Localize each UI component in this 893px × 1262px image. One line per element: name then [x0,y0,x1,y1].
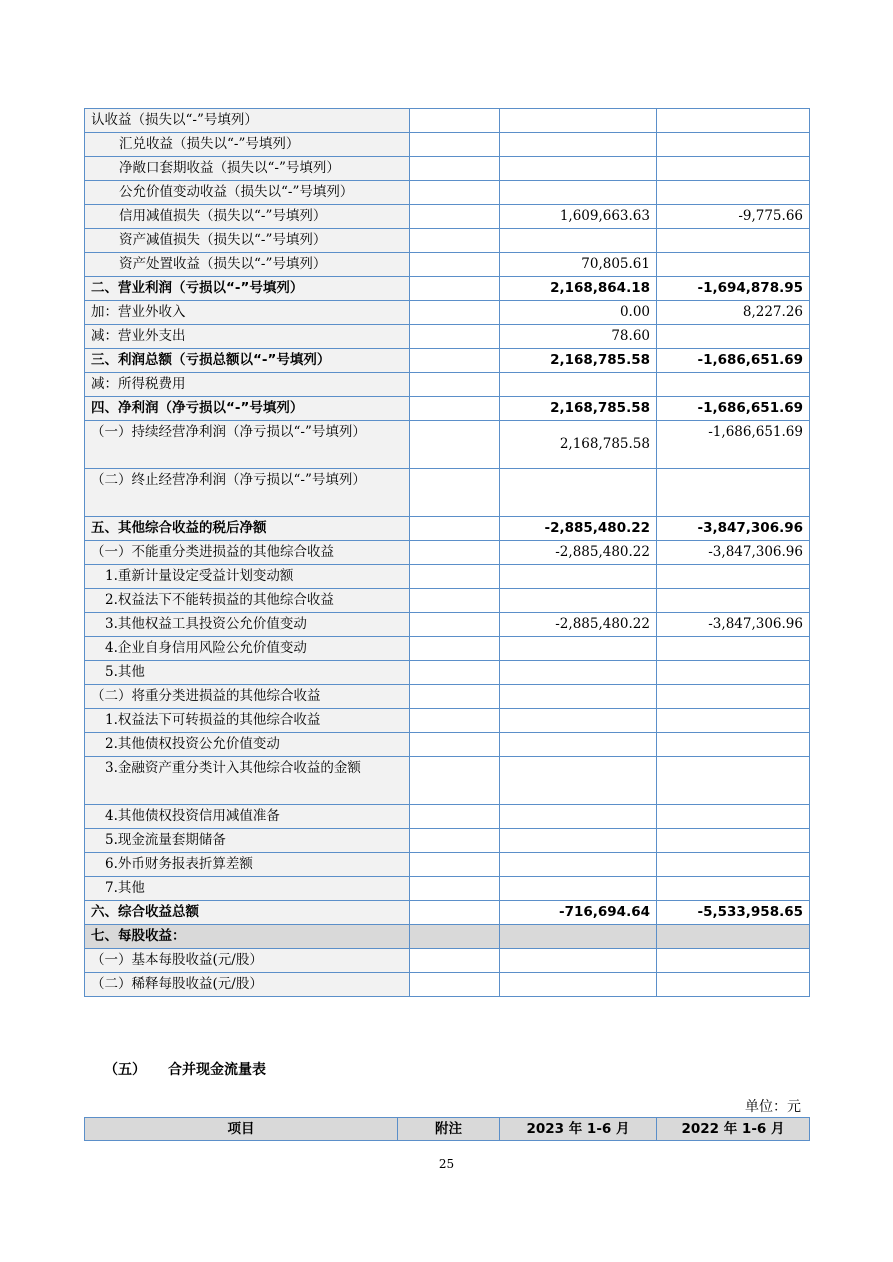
value-2022: -3,847,306.96 [657,613,810,637]
value-2022 [657,853,810,877]
value-2023: 2,168,785.58 [500,349,657,373]
note-cell [410,829,500,853]
row-label: 3.其他权益工具投资公允价值变动 [85,613,410,637]
table-row [85,925,810,949]
note-cell [410,589,500,613]
row-label: 净敞口套期收益（损失以“-”号填列） [85,157,410,181]
note-cell [410,469,500,517]
income-statement-table [84,108,810,997]
value-2022 [657,229,810,253]
value-2023: 78.60 [500,325,657,349]
row-label: 三、利润总额（亏损总额以“-”号填列） [85,349,410,373]
note-cell [410,877,500,901]
unit-label: 单位：元 [745,1099,801,1115]
header-item: 项目 [85,1118,398,1141]
note-cell [410,277,500,301]
note-cell [410,757,500,805]
value-2022: -3,847,306.96 [657,541,810,565]
table-row [85,421,810,469]
table-row [85,901,810,925]
note-cell [410,109,500,133]
table-row [85,661,810,685]
row-label: 资产处置收益（损失以“-”号填列） [85,253,410,277]
row-label: 五、其他综合收益的税后净额 [85,517,410,541]
row-label: 4.其他债权投资信用减值准备 [85,805,410,829]
value-2022: -3,847,306.96 [657,517,810,541]
table-row [85,205,810,229]
value-2022: 8,227.26 [657,301,810,325]
table-row [85,757,810,805]
note-cell [410,541,500,565]
value-2022: -1,694,878.95 [657,277,810,301]
value-2023 [500,925,657,949]
value-2023 [500,637,657,661]
table-row [85,301,810,325]
value-2022 [657,709,810,733]
row-label: （二）稀释每股收益(元/股） [85,973,410,997]
row-label: 汇兑收益（损失以“-”号填列） [85,133,410,157]
note-cell [410,253,500,277]
row-label-text: 3.金融资产重分类计入其他综合收益的金额 [105,760,361,776]
note-cell [410,805,500,829]
value-2022 [657,253,810,277]
page-number: 25 [438,1157,455,1171]
table-row [85,613,810,637]
value-2023 [500,373,657,397]
table-row [85,541,810,565]
row-label: （二）将重分类进损益的其他综合收益 [85,685,410,709]
value-2022: -1,686,651.69 [657,397,810,421]
value-2022 [657,157,810,181]
table-row [85,805,810,829]
table-row [85,709,810,733]
row-label: 四、净利润（净亏损以“-”号填列） [85,397,410,421]
note-cell [410,973,500,997]
row-label: 认收益（损失以“-”号填列） [85,109,410,133]
header-2022: 2022 年 1-6 月 [657,1118,810,1141]
row-label [85,757,410,805]
note-cell [410,853,500,877]
value-2023 [500,685,657,709]
table-row [85,277,810,301]
row-label: 信用减值损失（损失以“-”号填列） [85,205,410,229]
row-label: 二、营业利润（亏损以“-”号填列） [85,277,410,301]
row-label: 1.权益法下可转损益的其他综合收益 [85,709,410,733]
value-2022 [657,877,810,901]
value-2022 [657,637,810,661]
section-heading [104,1059,266,1079]
section-number: （五） [104,1062,146,1078]
value-2023: 1,609,663.63 [500,205,657,229]
row-label: 七、每股收益： [85,925,410,949]
table-row [85,229,810,253]
table-row [85,853,810,877]
value-2023: 70,805.61 [500,253,657,277]
value-2022 [657,109,810,133]
row-label: 减：营业外支出 [85,325,410,349]
note-cell [410,925,500,949]
value-2022 [657,685,810,709]
row-label: 5.现金流量套期储备 [85,829,410,853]
value-2023: 2,168,864.18 [500,277,657,301]
header-2023: 2023 年 1-6 月 [500,1118,657,1141]
table-row [85,469,810,517]
table-row [85,325,810,349]
note-cell [410,685,500,709]
value-2022 [657,757,810,805]
value-2023: -2,885,480.22 [500,517,657,541]
value-2023 [500,829,657,853]
table-row [85,733,810,757]
note-cell [410,565,500,589]
value-2022: -1,686,651.69 [657,349,810,373]
value-2023 [500,109,657,133]
note-cell [410,949,500,973]
section-title: 合并现金流量表 [168,1062,266,1078]
row-label: 资产减值损失（损失以“-”号填列） [85,229,410,253]
row-label: 7.其他 [85,877,410,901]
row-label: 六、综合收益总额 [85,901,410,925]
value-2022 [657,733,810,757]
row-label: 加：营业外收入 [85,301,410,325]
row-label: 公允价值变动收益（损失以“-”号填列） [85,181,410,205]
value-2023 [500,805,657,829]
header-row [85,1118,810,1141]
value-2022 [657,949,810,973]
row-label: 1.重新计量设定受益计划变动额 [85,565,410,589]
note-cell [410,661,500,685]
table-row [85,397,810,421]
value-2023 [500,157,657,181]
value-2022 [657,469,810,517]
value-2023 [500,877,657,901]
note-cell [410,517,500,541]
note-cell [410,397,500,421]
value-2023 [500,853,657,877]
value-2023 [500,757,657,805]
row-label: 减：所得税费用 [85,373,410,397]
value-2023 [500,181,657,205]
value-2022 [657,565,810,589]
note-cell [410,421,500,469]
row-label: 4.企业自身信用风险公允价值变动 [85,637,410,661]
row-label: 2.其他债权投资公允价值变动 [85,733,410,757]
row-label: （一）持续经营净利润（净亏损以“-”号填列） [85,421,410,469]
row-label: （二）终止经营净利润（净亏损以“-”号填列） [85,469,410,517]
table-row [85,109,810,133]
value-2022 [657,973,810,997]
value-2022 [657,133,810,157]
header-note: 附注 [398,1118,500,1141]
value-2022: -5,533,958.65 [657,901,810,925]
note-cell [410,157,500,181]
table-row [85,373,810,397]
note-cell [410,901,500,925]
value-2023 [500,949,657,973]
value-2022 [657,805,810,829]
table-row [85,517,810,541]
value-2023: 2,168,785.58 [500,421,657,469]
value-2022 [657,925,810,949]
note-cell [410,133,500,157]
value-2023 [500,589,657,613]
value-2023 [500,133,657,157]
table-row [85,877,810,901]
row-label: （一）基本每股收益(元/股） [85,949,410,973]
row-label: 6.外币财务报表折算差额 [85,853,410,877]
value-2023 [500,709,657,733]
table-row [85,973,810,997]
value-2023: -716,694.64 [500,901,657,925]
value-2023 [500,469,657,517]
table-row [85,685,810,709]
value-2022 [657,181,810,205]
value-2023: 0.00 [500,301,657,325]
table-row [85,181,810,205]
note-cell [410,301,500,325]
table-row [85,157,810,181]
table-row [85,253,810,277]
value-2023 [500,229,657,253]
note-cell [410,181,500,205]
note-cell [410,325,500,349]
value-2022 [657,829,810,853]
row-label: 5.其他 [85,661,410,685]
note-cell [410,709,500,733]
value-2022 [657,373,810,397]
table-row [85,637,810,661]
table-row [85,949,810,973]
note-cell [410,637,500,661]
value-2023 [500,661,657,685]
value-2023 [500,565,657,589]
table-row [85,589,810,613]
value-2023: 2,168,785.58 [500,397,657,421]
value-2023 [500,733,657,757]
note-cell [410,229,500,253]
value-2022 [657,589,810,613]
row-label: 2.权益法下不能转损益的其他综合收益 [85,589,410,613]
value-2022 [657,661,810,685]
note-cell [410,733,500,757]
note-cell [410,613,500,637]
note-cell [410,349,500,373]
row-label: （一）不能重分类进损益的其他综合收益 [85,541,410,565]
cash-flow-header-table [84,1117,810,1141]
table-row [85,829,810,853]
value-2022: -1,686,651.69 [657,421,810,469]
table-row [85,133,810,157]
value-2022 [657,325,810,349]
note-cell [410,373,500,397]
value-2023: -2,885,480.22 [500,613,657,637]
value-2023: -2,885,480.22 [500,541,657,565]
table-row [85,349,810,373]
value-2023 [500,973,657,997]
value-2022: -9,775.66 [657,205,810,229]
table-row [85,565,810,589]
note-cell [410,205,500,229]
